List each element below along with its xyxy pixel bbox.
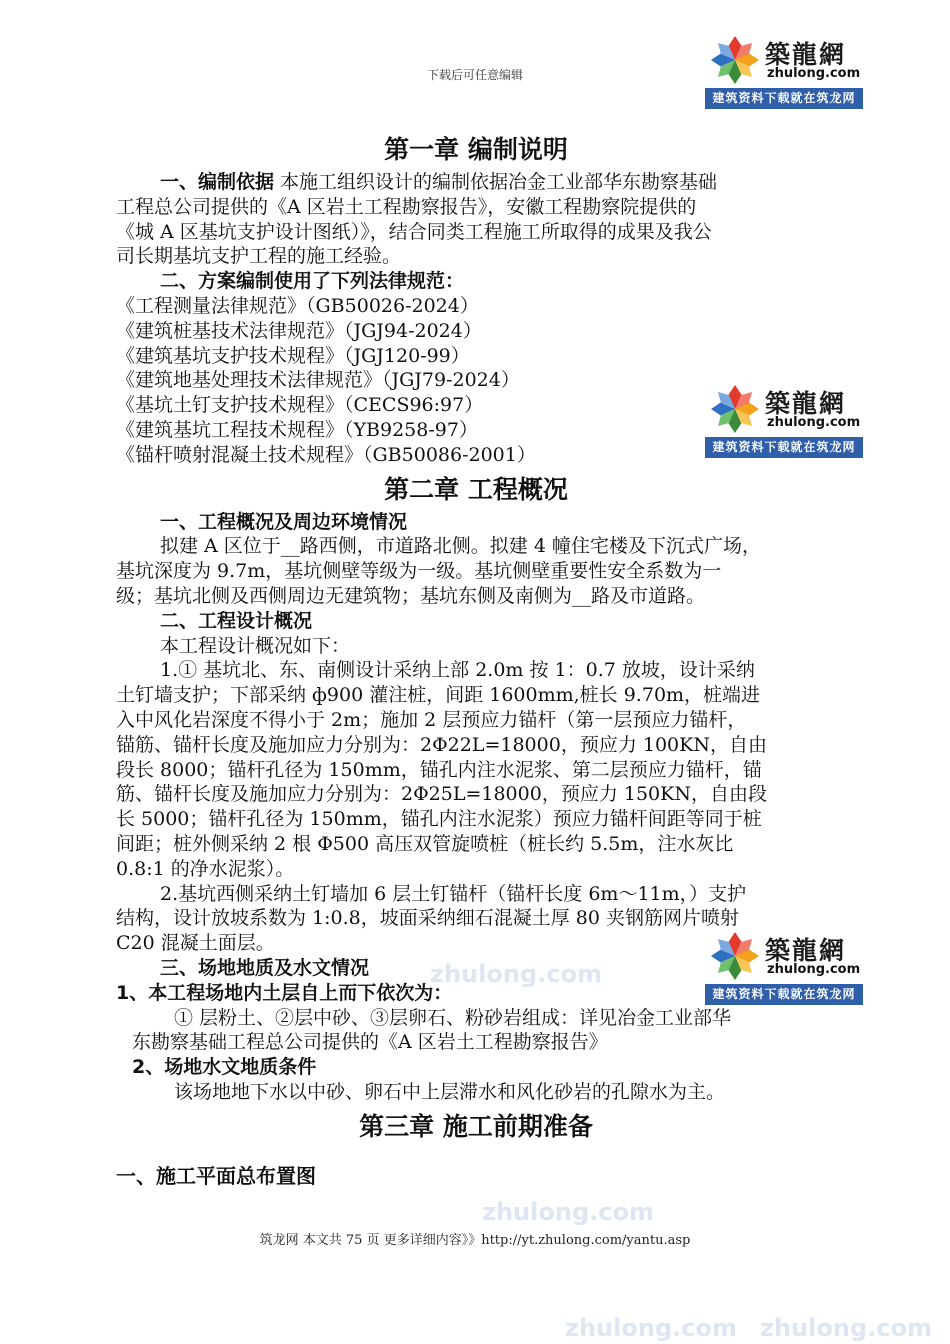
design-line: 结构，设计放坡系数为 1:0.8，坡面采纳细石混凝土厚 80 夹钢筋网片喷射 (116, 907, 740, 930)
norm-item: 《工程测量法律规范》（GB50026-2024） (116, 294, 479, 317)
document-body (116, 130, 836, 1191)
design-line: 土钉墙支护；下部采纳 ф900 灌注桩，间距 1600mm,桩长 9.70m，桩端进 (116, 684, 761, 707)
header-note: 下载后可任意编辑 (426, 68, 523, 82)
section-heading: 三、场地地质及水文情况 (160, 956, 370, 979)
logo-en-text: zhulong.com (767, 962, 861, 977)
basis-label: 一、编制依据 (160, 171, 275, 193)
footer-note: 筑龙网 本文共 75 页 更多详细内容》》http://yt.zhulong.com/yantu.asp (259, 1233, 691, 1248)
chapter-2-title: 第二章 工程概况 (384, 474, 568, 504)
logo-cn-text: 築龍網 (765, 389, 847, 418)
design-line: 入中风化岩深度不得小于 2m；施加 2 层预应力锚杆（第一层预应力锚杆， (116, 708, 747, 731)
hydrology-line: 该场地地下水以中砂、卵石中上层滞水和风化砂岩的孔隙水为主。 (174, 1080, 726, 1103)
watermark-text: zhulong.com (430, 960, 602, 988)
chapter-3-title: 第三章 施工前期准备 (359, 1111, 593, 1141)
logo-en-text: zhulong.com (767, 66, 861, 81)
norms-label: 二、方案编制使用了下列法律规范： (160, 270, 465, 293)
logo-cn-text: 築龍網 (765, 936, 847, 965)
basis-paragraph-line (116, 170, 836, 195)
logo-cn-text: 築龍網 (765, 40, 847, 69)
norm-item: 《基坑土钉支护技术规程》（CECS96:97） (116, 394, 484, 417)
overview-line: 级；基坑北侧及西侧周边无建筑物；基坑东侧及南侧为__路及市道路。 (116, 584, 706, 607)
chapter-1-title: 第一章 编制说明 (384, 135, 568, 164)
zhulong-logo (705, 30, 863, 110)
logo-slogan: 建筑资料下载就在筑龙网 (705, 984, 863, 1005)
design-line: 长 5000；锚杆孔径为 150mm，锚孔内注水泥浆）预应力锚杆间距等同于桩 (116, 808, 762, 831)
subsection-heading: 2、场地水文地质条件 (132, 1056, 317, 1079)
watermark-text: zhulong.com (760, 1314, 932, 1342)
design-line: 间距；桩外侧采纳 2 根 Φ500 高压双管旋喷桩（桩长约 5.5m，注水灰比 (116, 832, 734, 855)
design-line: 段长 8000；锚杆孔径为 150mm，锚孔内注水泥浆、第二层预应力锚杆，锚 (116, 758, 762, 781)
logo-en-text: zhulong.com (767, 415, 861, 430)
section-heading: 一、工程概况及周边环境情况 (160, 510, 408, 533)
overview-line: 拟建 A 区位于__路西侧，市道路北侧。拟建 4 幢住宅楼及下沉式广场， (160, 535, 761, 558)
geology-line: 东勘察基础工程总公司提供的《A 区岩土工程勘察报告》 (132, 1031, 608, 1054)
design-intro: 本工程设计概况如下： (160, 634, 351, 657)
basis-text: 本施工组织设计的编制依据冶金工业部华东勘察基础 (274, 171, 718, 193)
watermark-text: zhulong.com (482, 1198, 654, 1226)
norm-item: 《建筑基坑支护技术规程》（JGJ120-99） (116, 344, 470, 367)
logo-slogan: 建筑资料下载就在筑龙网 (705, 437, 863, 458)
section-heading: 二、工程设计概况 (160, 609, 313, 632)
design-line: 筋、锚杆长度及施加应力分别为：2Φ25L=18000，预应力 150KN，自由段 (116, 783, 767, 806)
design-line: 1.① 基坑北、东、南侧设计采纳上部 2.0m 按 1：0.7 放坡，设计采纳 (160, 659, 755, 682)
overview-line: 基坑深度为 9.7m，基坑侧壁等级为一级。基坑侧壁重要性安全系数为一 (116, 560, 722, 583)
logo-slogan: 建筑资料下载就在筑龙网 (705, 88, 863, 109)
norm-item: 《建筑地基处理技术法律规范》（JGJ79-2024） (116, 369, 520, 392)
section-heading: 一、施工平面总布置图 (116, 1163, 316, 1188)
design-line: 锚筋、锚杆长度及施加应力分别为：2Φ22L=18000，预应力 100KN，自由 (116, 733, 767, 756)
basis-paragraph-line: 工程总公司提供的《A 区岩土工程勘察报告》，安徽工程勘察院提供的 (116, 195, 697, 218)
geology-line: ① 层粉土、②层中砂、③层卵石、粉砂岩组成：详见冶金工业部华 (174, 1006, 732, 1029)
norm-item: 《锚杆喷射混凝土技术规程》（GB50086-2001） (116, 443, 536, 466)
norm-item: 《建筑桩基技术法律规范》（JGJ94-2024） (116, 319, 482, 342)
design-line: 0.8:1 的净水泥浆）。 (116, 857, 295, 880)
basis-paragraph-line: 《城 A 区基坑支护设计图纸）》，结合同类工程施工所取得的成果及我公 (116, 220, 712, 243)
design-line: 2.基坑西侧采纳土钉墙加 6 层土钉锚杆（锚杆长度 6m～11m，）支护 (160, 882, 747, 905)
design-line: C20 混凝土面层。 (116, 932, 275, 955)
subsection-heading: 1、本工程场地内土层自上而下依次为： (116, 981, 453, 1004)
norm-item: 《建筑基坑工程技术规程》（YB9258-97） (116, 418, 478, 441)
basis-paragraph-line: 司长期基坑支护工程的施工经验。 (116, 245, 402, 268)
watermark-text: zhulong.com (565, 1314, 737, 1342)
snowflake-logo-icon (709, 34, 761, 86)
